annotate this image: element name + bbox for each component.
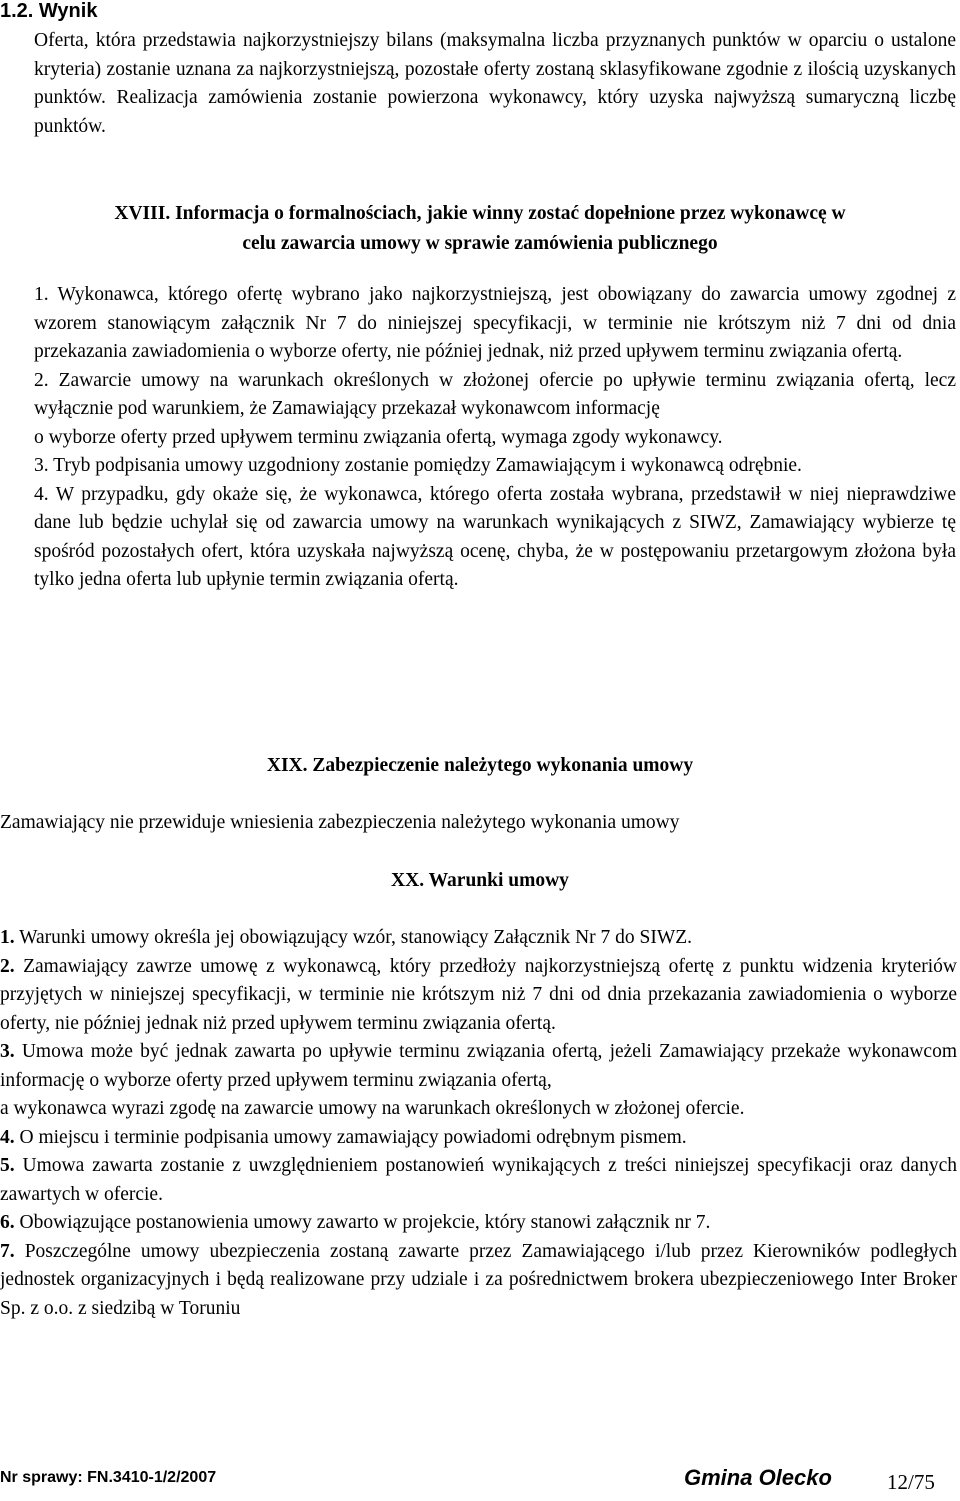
item-number: 1. — [34, 284, 49, 305]
item-text: Zamawiający zawrze umowę z wykonawcą, który przedłoży najkorzystniejszą ofertę z punktu widzenia kryteriów przyjętych w niniejszej specyfikacji, w terminie nie krótszym niż 7 dni od dnia przekazania zawiadomienia o wyborze oferty, nie później jednak niż przed upływem terminu związania ofertą. — [0, 955, 958, 1034]
item-number: 1. — [0, 927, 15, 948]
item-text: Warunki umowy określa jej obowiązujący wzór, stanowiący Załącznik Nr 7 do SIWZ. — [19, 927, 693, 948]
list-item — [0, 1238, 957, 1324]
section-xx-list — [0, 924, 957, 1323]
list-item — [34, 481, 956, 595]
section-xix-text: Zamawiający nie przewiduje wniesienia zabezpieczenia należytego wykonania umowy — [0, 812, 680, 833]
item-number: 6. — [0, 1212, 15, 1233]
list-item — [0, 1124, 957, 1153]
section-xviii-list — [34, 281, 956, 595]
item-number: 4. — [0, 1126, 15, 1148]
section-heading-xx: XX. Warunki umowy — [391, 870, 569, 891]
section-1-2-text: Oferta, która przedstawia najkorzystniejszy bilans (maksymalna liczba przyznanych punktów w oparciu o ustalone kryteria) zostanie uznana za najkorzystniejszą, pozostałe oferty zostaną sklasyfikowane zgodnie z ilością uzyskanych punktów. Realizacja zamówienia zostanie powierzona wykonawcy, który uzyska najwyższą sumaryczną liczbę punktów. — [34, 30, 956, 137]
list-item — [34, 367, 956, 424]
item-number: 2. — [0, 955, 15, 977]
section-heading-xviii-line2: celu zawarcia umowy w sprawie zamówienia publicznego — [242, 233, 718, 254]
item-number: 2. — [34, 369, 49, 391]
item-number: 7. — [0, 1240, 15, 1262]
list-item — [34, 281, 956, 367]
item-text: W przypadku, gdy okaże się, że wykonawca, którego oferta została wybrana, przedstawił w niej nieprawdziwe dane lub będzie uchylał się od zawarcia umowy na warunkach wynikających z SIWZ, Zamawiający wybierze tę spośród pozostałych ofert, która uzyskała najwyższą ocenę, chyba, że w postępowaniu przetargowym złożona była tylko jedna oferta lub upłynie termin związania ofertą. — [34, 483, 956, 590]
list-item-continuation: o wyborze oferty przed upływem terminu związania ofertą, wymaga zgody wykonawcy. — [34, 426, 723, 448]
item-text: Poszczególne umowy ubezpieczenia zostaną zawarte przez Zamawiającego i/lub przez Kierowników podległych jednostek organizacyjnych i będą realizowane przy udziale i za pośrednictwem brokera ubezpieczeniowego Inter Broker Sp. z o.o. z siedzibą w Toruniu — [0, 1240, 958, 1319]
list-item — [0, 953, 957, 1039]
item-text: Wykonawca, którego ofertę wybrano jako najkorzystniejszą, jest obowiązany do zawarcia umowy zgodnej z wzorem stanowiącym załącznik Nr 7 do niniejszej specyfikacji, w terminie nie krótszym niż 7 dni od dnia przekazania zawiadomienia o wyborze oferty, nie później jednak, niż przed upływem terminu związania ofertą. — [34, 284, 956, 362]
item-text: Umowa zawarta zostanie z uwzględnieniem postanowień wynikających z treści niniejszej specyfikacji oraz danych zawartych w ofercie. — [0, 1155, 957, 1205]
footer-municipality: Gmina Olecko — [684, 1465, 832, 1490]
item-number: 3. — [34, 455, 49, 476]
list-item — [0, 1038, 957, 1095]
section-heading-xix: XIX. Zabezpieczenie należytego wykonania umowy — [266, 755, 694, 776]
item-text: O miejscu i terminie podpisania umowy zamawiający powiadomi odrębnym pismem. — [19, 1126, 687, 1148]
footer-case-number: Nr sprawy: FN.3410-1/2/2007 — [0, 1469, 217, 1486]
section-heading-xviii-line1: XVIII. Informacja o formalnościach, jakie winny zostać dopełnione przez wykonawcę w — [114, 203, 846, 224]
section-heading-xviii — [0, 199, 960, 259]
item-text: Obowiązujące postanowienia umowy zawarto w projekcie, który stanowi załącznik nr 7. — [19, 1212, 711, 1233]
item-number: 4. — [34, 483, 49, 505]
item-number: 3. — [0, 1041, 15, 1062]
item-text: Zawarcie umowy na warunkach określonych w złożonej ofercie po upływie terminu związania ofertą, lecz wyłącznie pod warunkiem, że Zamawiający przekazał wykonawcom informację — [34, 369, 956, 419]
footer-page-number: 12/75 — [887, 1470, 935, 1494]
list-item — [0, 1152, 957, 1209]
list-item — [34, 452, 956, 481]
list-item — [0, 924, 957, 953]
list-item — [0, 1209, 957, 1238]
list-item-continuation: a wykonawca wyrazi zgodę na zawarcie umowy na warunkach określonych w złożonej ofercie. — [0, 1098, 745, 1119]
item-text: Tryb podpisania umowy uzgodniony zostanie pomiędzy Zamawiającym i wykonawcą odrębnie. — [53, 455, 802, 476]
item-number: 5. — [0, 1155, 15, 1176]
section-heading-1-2: 1.2. Wynik — [0, 0, 98, 22]
item-text: Umowa może być jednak zawarta po upływie terminu związania ofertą, jeżeli Zamawiający przekaże wykonawcom informację o wyborze oferty przed upływem terminu związania ofertą, — [0, 1041, 958, 1091]
